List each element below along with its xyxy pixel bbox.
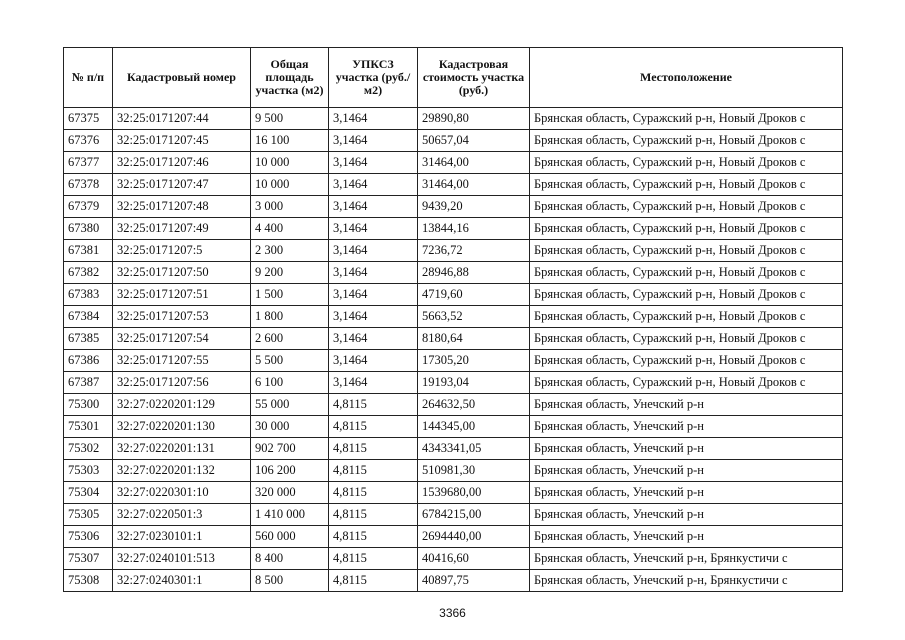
cell-num: 67384 — [64, 306, 113, 328]
cell-area: 10 000 — [251, 174, 329, 196]
header-upksz: УПКСЗ участка (руб./м2) — [329, 48, 418, 108]
header-location: Местоположение — [530, 48, 843, 108]
cell-upksz: 3,1464 — [329, 240, 418, 262]
cell-location: Брянская область, Унечский р-н — [530, 438, 843, 460]
cell-num: 67386 — [64, 350, 113, 372]
cell-num: 67382 — [64, 262, 113, 284]
cell-cadastral-cost: 7236,72 — [418, 240, 530, 262]
cell-upksz: 3,1464 — [329, 306, 418, 328]
cell-upksz: 4,8115 — [329, 482, 418, 504]
table-row — [64, 152, 843, 174]
cell-cadastral-cost: 1539680,00 — [418, 482, 530, 504]
header-num: № п/п — [64, 48, 113, 108]
cell-area: 16 100 — [251, 130, 329, 152]
cell-cadastral-cost: 31464,00 — [418, 152, 530, 174]
table-header-row — [64, 48, 843, 108]
cell-location: Брянская область, Суражский р-н, Новый Дроков с — [530, 240, 843, 262]
cell-upksz: 3,1464 — [329, 174, 418, 196]
cell-location: Брянская область, Унечский р-н — [530, 416, 843, 438]
table-body — [64, 108, 843, 592]
cell-cadastral-number: 32:25:0171207:44 — [113, 108, 251, 130]
cell-cadastral-number: 32:25:0171207:5 — [113, 240, 251, 262]
cell-num: 75305 — [64, 504, 113, 526]
cell-cadastral-number: 32:27:0220501:3 — [113, 504, 251, 526]
cell-cadastral-number: 32:27:0240101:513 — [113, 548, 251, 570]
table-row — [64, 504, 843, 526]
cell-cadastral-number: 32:27:0220201:132 — [113, 460, 251, 482]
table-row — [64, 394, 843, 416]
cell-location: Брянская область, Суражский р-н, Новый Дроков с — [530, 262, 843, 284]
cell-area: 3 000 — [251, 196, 329, 218]
cell-area: 6 100 — [251, 372, 329, 394]
cell-location: Брянская область, Унечский р-н — [530, 460, 843, 482]
cell-upksz: 3,1464 — [329, 372, 418, 394]
cell-area: 320 000 — [251, 482, 329, 504]
cell-area: 55 000 — [251, 394, 329, 416]
table-row — [64, 350, 843, 372]
cell-upksz: 3,1464 — [329, 328, 418, 350]
header-cadastral-number: Кадастровый номер — [113, 48, 251, 108]
cell-cadastral-cost: 4343341,05 — [418, 438, 530, 460]
table-row — [64, 196, 843, 218]
table-row — [64, 174, 843, 196]
cell-cadastral-cost: 2694440,00 — [418, 526, 530, 548]
cell-num: 67385 — [64, 328, 113, 350]
cell-cadastral-cost: 510981,30 — [418, 460, 530, 482]
cell-num: 67381 — [64, 240, 113, 262]
cell-num: 67376 — [64, 130, 113, 152]
page-number: 3366 — [439, 606, 466, 620]
table-row — [64, 438, 843, 460]
cell-area: 5 500 — [251, 350, 329, 372]
cell-area: 9 200 — [251, 262, 329, 284]
cell-cadastral-cost: 19193,04 — [418, 372, 530, 394]
cell-cadastral-number: 32:25:0171207:47 — [113, 174, 251, 196]
cell-cadastral-cost: 50657,04 — [418, 130, 530, 152]
cell-num: 75301 — [64, 416, 113, 438]
cell-location: Брянская область, Суражский р-н, Новый Дроков с — [530, 284, 843, 306]
cell-area: 560 000 — [251, 526, 329, 548]
cell-cadastral-number: 32:27:0220201:131 — [113, 438, 251, 460]
cell-num: 67380 — [64, 218, 113, 240]
cell-location: Брянская область, Суражский р-н, Новый Дроков с — [530, 350, 843, 372]
cell-cadastral-number: 32:25:0171207:55 — [113, 350, 251, 372]
cell-area: 2 600 — [251, 328, 329, 350]
cell-num: 67377 — [64, 152, 113, 174]
cell-area: 8 400 — [251, 548, 329, 570]
cell-location: Брянская область, Унечский р-н — [530, 394, 843, 416]
table-row — [64, 372, 843, 394]
cell-cadastral-cost: 264632,50 — [418, 394, 530, 416]
cell-cadastral-cost: 8180,64 — [418, 328, 530, 350]
cell-location: Брянская область, Суражский р-н, Новый Дроков с — [530, 306, 843, 328]
table-row — [64, 218, 843, 240]
cell-cadastral-cost: 31464,00 — [418, 174, 530, 196]
cell-upksz: 3,1464 — [329, 196, 418, 218]
cell-area: 2 300 — [251, 240, 329, 262]
cell-upksz: 4,8115 — [329, 526, 418, 548]
cell-cadastral-number: 32:27:0240301:1 — [113, 570, 251, 592]
cell-cadastral-number: 32:25:0171207:51 — [113, 284, 251, 306]
cell-location: Брянская область, Суражский р-н, Новый Дроков с — [530, 152, 843, 174]
cell-cadastral-cost: 144345,00 — [418, 416, 530, 438]
cell-num: 75303 — [64, 460, 113, 482]
cell-location: Брянская область, Унечский р-н — [530, 482, 843, 504]
table-row — [64, 328, 843, 350]
table-row — [64, 108, 843, 130]
cell-upksz: 4,8115 — [329, 416, 418, 438]
cell-num: 67383 — [64, 284, 113, 306]
cell-location: Брянская область, Унечский р-н, Брянкустичи с — [530, 548, 843, 570]
table-row — [64, 262, 843, 284]
cell-area: 1 410 000 — [251, 504, 329, 526]
cell-cadastral-cost: 9439,20 — [418, 196, 530, 218]
cell-cadastral-cost: 13844,16 — [418, 218, 530, 240]
cell-upksz: 4,8115 — [329, 548, 418, 570]
cell-num: 75304 — [64, 482, 113, 504]
cell-cadastral-number: 32:25:0171207:54 — [113, 328, 251, 350]
table-row — [64, 240, 843, 262]
cell-cadastral-number: 32:25:0171207:50 — [113, 262, 251, 284]
cell-upksz: 3,1464 — [329, 152, 418, 174]
cell-cadastral-number: 32:27:0220201:130 — [113, 416, 251, 438]
cell-upksz: 3,1464 — [329, 108, 418, 130]
cell-area: 902 700 — [251, 438, 329, 460]
table-row — [64, 570, 843, 592]
cell-cadastral-cost: 40416,60 — [418, 548, 530, 570]
table-row — [64, 526, 843, 548]
cell-cadastral-number: 32:25:0171207:46 — [113, 152, 251, 174]
cell-num: 75300 — [64, 394, 113, 416]
cell-area: 8 500 — [251, 570, 329, 592]
cell-location: Брянская область, Суражский р-н, Новый Дроков с — [530, 174, 843, 196]
cell-cadastral-cost: 40897,75 — [418, 570, 530, 592]
cell-location: Брянская область, Суражский р-н, Новый Дроков с — [530, 130, 843, 152]
cell-cadastral-number: 32:25:0171207:45 — [113, 130, 251, 152]
cell-cadastral-cost: 28946,88 — [418, 262, 530, 284]
cell-location: Брянская область, Унечский р-н — [530, 504, 843, 526]
header-cadastral-cost: Кадастровая стоимость участка (руб.) — [418, 48, 530, 108]
table-row — [64, 130, 843, 152]
cell-cadastral-number: 32:25:0171207:49 — [113, 218, 251, 240]
cell-location: Брянская область, Суражский р-н, Новый Дроков с — [530, 108, 843, 130]
cell-location: Брянская область, Суражский р-н, Новый Дроков с — [530, 196, 843, 218]
cell-upksz: 3,1464 — [329, 130, 418, 152]
cadastral-value-table — [63, 47, 843, 592]
header-area: Общая площадь участка (м2) — [251, 48, 329, 108]
cell-area: 1 800 — [251, 306, 329, 328]
cell-upksz: 3,1464 — [329, 262, 418, 284]
cell-upksz: 3,1464 — [329, 284, 418, 306]
cell-upksz: 4,8115 — [329, 460, 418, 482]
table-row — [64, 306, 843, 328]
cell-upksz: 3,1464 — [329, 218, 418, 240]
table-row — [64, 460, 843, 482]
cell-location: Брянская область, Суражский р-н, Новый Дроков с — [530, 218, 843, 240]
table-row — [64, 548, 843, 570]
cell-num: 67387 — [64, 372, 113, 394]
cell-area: 4 400 — [251, 218, 329, 240]
cell-location: Брянская область, Суражский р-н, Новый Дроков с — [530, 372, 843, 394]
cell-upksz: 4,8115 — [329, 394, 418, 416]
cell-upksz: 3,1464 — [329, 350, 418, 372]
cell-cadastral-number: 32:27:0220301:10 — [113, 482, 251, 504]
cell-num: 67375 — [64, 108, 113, 130]
cell-upksz: 4,8115 — [329, 438, 418, 460]
cell-cadastral-cost: 6784215,00 — [418, 504, 530, 526]
cell-location: Брянская область, Унечский р-н — [530, 526, 843, 548]
cell-num: 75308 — [64, 570, 113, 592]
cell-cadastral-number: 32:27:0220201:129 — [113, 394, 251, 416]
cell-cadastral-cost: 17305,20 — [418, 350, 530, 372]
table-row — [64, 416, 843, 438]
cell-cadastral-number: 32:25:0171207:53 — [113, 306, 251, 328]
cell-location: Брянская область, Суражский р-н, Новый Дроков с — [530, 328, 843, 350]
cell-area: 106 200 — [251, 460, 329, 482]
table-row — [64, 482, 843, 504]
cell-cadastral-number: 32:25:0171207:56 — [113, 372, 251, 394]
cell-num: 75307 — [64, 548, 113, 570]
cell-location: Брянская область, Унечский р-н, Брянкустичи с — [530, 570, 843, 592]
cell-area: 30 000 — [251, 416, 329, 438]
cell-upksz: 4,8115 — [329, 504, 418, 526]
cell-cadastral-cost: 5663,52 — [418, 306, 530, 328]
cell-num: 75302 — [64, 438, 113, 460]
cell-area: 1 500 — [251, 284, 329, 306]
cell-area: 10 000 — [251, 152, 329, 174]
cell-upksz: 4,8115 — [329, 570, 418, 592]
cell-cadastral-number: 32:27:0230101:1 — [113, 526, 251, 548]
table-row — [64, 284, 843, 306]
cell-num: 67379 — [64, 196, 113, 218]
cell-num: 67378 — [64, 174, 113, 196]
cell-cadastral-cost: 4719,60 — [418, 284, 530, 306]
cell-area: 9 500 — [251, 108, 329, 130]
cell-cadastral-cost: 29890,80 — [418, 108, 530, 130]
cell-num: 75306 — [64, 526, 113, 548]
cell-cadastral-number: 32:25:0171207:48 — [113, 196, 251, 218]
